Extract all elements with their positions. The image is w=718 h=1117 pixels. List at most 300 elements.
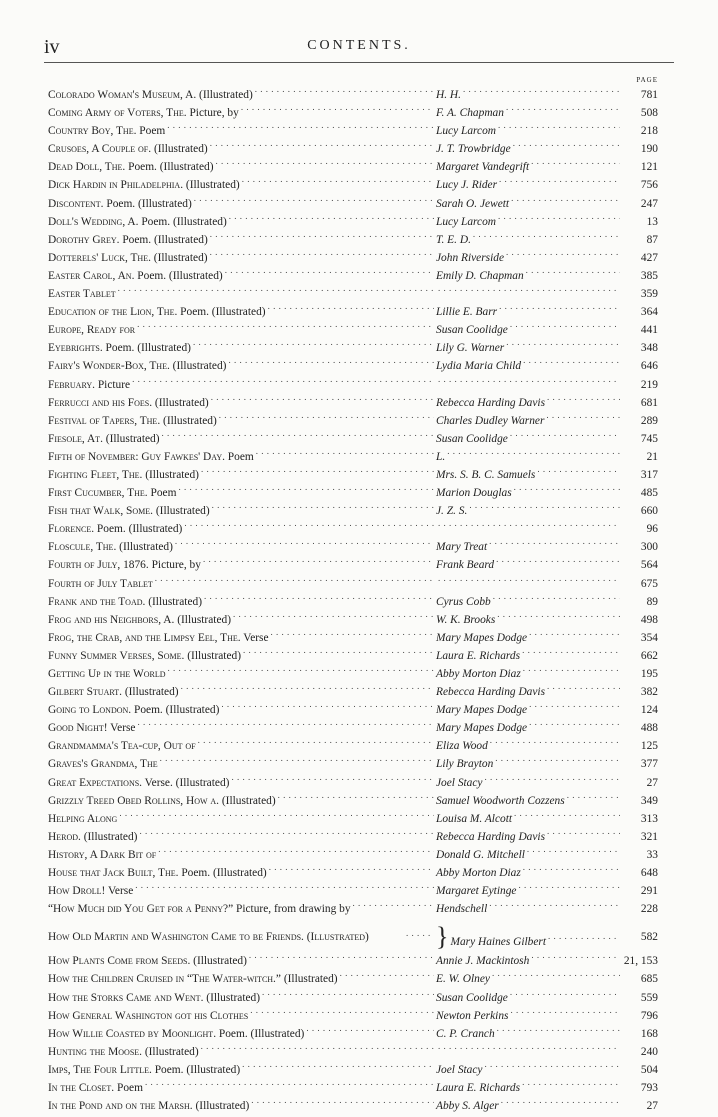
entry-author-column [436, 1081, 622, 1094]
entry-page: 240 [640, 1045, 658, 1058]
entry-note: (Illustrated) [169, 360, 227, 373]
entry-title: Getting Up in the World [48, 668, 166, 680]
brace-icon: } [436, 922, 449, 952]
entry-author-column [436, 233, 622, 246]
contents-entry [48, 1027, 658, 1045]
entry-page: 756 [640, 179, 658, 192]
entry-author-column [436, 558, 622, 571]
dot-leader [469, 504, 620, 514]
contents-entry [48, 1081, 658, 1099]
dot-leader [526, 269, 620, 279]
page-header [44, 34, 674, 58]
dot-leader [231, 776, 434, 786]
entry-title: Grizzly Treed Obed Rollins, How a. (Illustrated) [48, 794, 276, 807]
entry-page: 564 [640, 559, 658, 572]
entry-title: Dick Hardin in Philadelphia. (Illustrated) [48, 179, 240, 192]
contents-entry [48, 468, 658, 486]
dot-leader [529, 631, 620, 641]
entry-author: Marion Douglas [436, 487, 512, 500]
contents-entry [48, 631, 658, 649]
dot-leader [547, 685, 620, 695]
contents-entry [48, 757, 658, 775]
entry-author: Laura E. Richards [436, 649, 521, 662]
entry-title: Dead Doll, The. Poem. (Illustrated) [48, 161, 214, 174]
dot-leader [463, 88, 620, 98]
contents-entry [48, 323, 658, 341]
entry-author-column [436, 812, 622, 825]
dot-leader [490, 739, 620, 749]
entry-title: Discontent. Poem. (Illustrated) [48, 197, 192, 210]
entry-author-column [436, 649, 622, 662]
entry-page: 195 [640, 668, 658, 680]
entry-title: Fairy's Wonder-Box, The. (Illustrated) [48, 360, 227, 373]
entry-title: History, A Dark Bit of [48, 848, 157, 861]
contents-entry [48, 685, 658, 703]
entry-page: 488 [640, 722, 658, 735]
entry-page: 89 [646, 595, 658, 608]
dot-leader [118, 287, 434, 297]
contents-entry [48, 558, 658, 576]
contents-entry [48, 432, 658, 450]
entry-author-column [436, 124, 622, 137]
dot-leader [135, 884, 434, 894]
dot-leader [256, 450, 434, 460]
contents-entry [48, 287, 658, 305]
entry-author-column [436, 595, 622, 608]
contents-entry [48, 178, 658, 196]
entry-note: Verse [240, 631, 269, 644]
entry-author-column [436, 739, 622, 752]
entry-title: Great Expectations. Verse. (Illustrated) [48, 776, 230, 789]
dot-leader [269, 866, 434, 876]
entry-author-column [436, 432, 622, 445]
dot-leader [523, 667, 620, 677]
dot-leader [567, 794, 620, 804]
entry-author: Samuel Woodworth Cozzens [436, 794, 565, 807]
entry-page: 168 [640, 1027, 658, 1040]
entry-title: In the Closet. Poem [48, 1081, 143, 1094]
contents-entry [48, 215, 658, 233]
entry-note: Poem. (Illustrated) [134, 269, 223, 282]
entry-title: Coming Army of Voters, The. Picture, by [48, 107, 239, 120]
dot-leader [438, 378, 620, 388]
dot-leader [531, 954, 620, 964]
contents-entry [48, 341, 658, 359]
entry-author-column [436, 703, 622, 716]
contents-entry [48, 233, 658, 251]
entry-page: 121 [640, 161, 658, 174]
entry-title: Europe, Ready for [48, 324, 136, 337]
entry-author: Louisa M. Alcott [436, 812, 513, 825]
contents-entry [48, 1045, 658, 1063]
entry-author-column [436, 866, 622, 879]
dot-leader [241, 106, 434, 116]
dot-leader [506, 341, 620, 351]
dot-leader [271, 631, 434, 641]
entry-note: Poem. (Illustrated) [216, 1027, 305, 1040]
entry-title: Florence. Poem. (Illustrated) [48, 523, 183, 536]
dot-leader [438, 577, 620, 587]
entry-note: Verse [105, 885, 134, 898]
dot-leader [511, 197, 620, 207]
entry-title: Gilbert Stuart. (Illustrated) [48, 686, 179, 699]
entry-author-column [436, 486, 622, 499]
dot-leader [547, 830, 620, 840]
entry-note: (Illustrated) [196, 89, 253, 101]
entry-note: (Illustrated) [142, 1045, 199, 1058]
entry-author: E. W. Olney [436, 973, 490, 986]
dot-leader [506, 251, 620, 261]
dot-leader [155, 577, 434, 587]
dot-leader [546, 414, 620, 424]
entry-author: F. A. Chapman [436, 107, 504, 120]
entry-note: (Illustrated) [303, 931, 369, 944]
entry-author-column [436, 1027, 622, 1040]
entry-title: Graves's Grandma, The [48, 758, 158, 771]
entry-note: Poem [147, 487, 177, 500]
entry-author: Lily G. Warner [436, 342, 505, 355]
entry-author-column [436, 794, 622, 807]
entry-note: (Illustrated) [153, 505, 210, 518]
entry-title: Ferrucci and his Foes. (Illustrated) [48, 396, 209, 409]
contents-entry [48, 920, 658, 954]
entry-title: How General Washington got his Clothes [48, 1009, 249, 1022]
entry-author: Lucy Larcom [436, 125, 497, 138]
dot-leader [492, 972, 620, 982]
contents-entry [48, 649, 658, 667]
entry-page: 796 [640, 1009, 658, 1022]
dot-leader [137, 323, 434, 333]
contents-entry [48, 504, 658, 522]
entry-author-column [436, 613, 622, 626]
entry-page: 662 [640, 649, 658, 662]
contents-entry [48, 1009, 658, 1027]
entry-author: Annie J. Mackintosh [436, 955, 530, 968]
entry-author-column [436, 359, 622, 372]
dot-leader [485, 776, 621, 786]
entry-author: Sarah O. Jewett [436, 197, 510, 210]
dot-leader [249, 954, 434, 964]
entry-page: 219 [640, 378, 658, 391]
entry-author-column [436, 757, 622, 770]
entry-page: 382 [640, 686, 658, 699]
dot-leader [513, 142, 620, 152]
entry-author-column [436, 721, 622, 734]
entry-page: 508 [640, 107, 658, 120]
entry-author-column [436, 287, 622, 297]
entry-author-column [436, 504, 622, 517]
dot-leader [201, 1045, 434, 1055]
entry-title: Fourth of July, 1876. Picture, by [48, 559, 201, 572]
entry-title: Easter Tablet [48, 288, 116, 301]
entry-page: 745 [640, 432, 658, 445]
entry-author: Lillie E. Barr [436, 306, 498, 319]
entry-author: J. T. Trowbridge [436, 143, 511, 156]
entry-author-column [436, 396, 622, 409]
dot-leader [353, 902, 434, 912]
dot-leader [229, 215, 434, 225]
entry-page: 348 [640, 342, 658, 355]
entry-author: Mary Mapes Dodge [436, 722, 528, 735]
entry-title: Grandmamma's Tea-cup, Out of [48, 740, 196, 753]
dot-leader [250, 1009, 434, 1019]
dot-leader [242, 178, 434, 188]
contents-entry [48, 1063, 658, 1081]
entry-author: Rebecca Harding Davis [436, 686, 546, 699]
dot-leader [262, 991, 434, 1001]
entry-author-column [436, 884, 622, 897]
entry-author-column [436, 1009, 622, 1022]
dot-leader [510, 323, 620, 333]
dot-leader [531, 160, 620, 170]
entry-note: (Illustrated) [192, 1100, 250, 1113]
entry-author-column [436, 88, 622, 101]
entry-title: How Willie Coasted by Moonlight. Poem. (Illustrated) [48, 1027, 305, 1040]
entry-author-column [436, 378, 622, 388]
entry-title: Hunting the Moose. (Illustrated) [48, 1045, 199, 1058]
page-column-label: PAGE [636, 76, 658, 84]
entry-title: Easter Carol, An. Poem. (Illustrated) [48, 269, 223, 282]
contents-entry [48, 794, 658, 812]
entry-author-column [436, 1099, 622, 1112]
entry-author: Emily D. Chapman [436, 269, 524, 282]
entry-page: 781 [640, 89, 658, 101]
dot-leader [203, 558, 434, 568]
entry-title: Going to London. Poem. (Illustrated) [48, 704, 220, 717]
contents-entry [48, 359, 658, 377]
entry-author: Margaret Vandegrift [436, 161, 530, 174]
dot-leader [489, 902, 620, 912]
dot-leader [498, 124, 620, 134]
dot-leader [198, 739, 434, 749]
contents-list [48, 88, 658, 1117]
entry-title: “How Much did You Get for a Penny?” Picture, from drawing by [48, 903, 351, 916]
entry-author: Mary Treat [436, 541, 488, 554]
contents-entry [48, 812, 658, 830]
contents-entry [48, 124, 658, 142]
entry-author: Charles Dudley Warner [436, 414, 545, 427]
dot-leader [158, 848, 434, 858]
entry-title: Good Night! Verse [48, 722, 136, 735]
entry-author: Mrs. S. B. C. Samuels [436, 468, 536, 481]
dot-leader [212, 504, 434, 514]
dot-leader [210, 251, 434, 261]
entry-note: Picture, by [148, 559, 201, 572]
entry-note: Poem. (Illustrated) [102, 342, 191, 355]
dot-leader [523, 866, 620, 876]
entry-title: House that Jack Built, The. Poem. (Illustrated) [48, 867, 267, 880]
entry-title: February. Picture [48, 378, 131, 391]
entry-title: Frog and his Neighbors, A. (Illustrated) [48, 613, 231, 626]
dot-leader [523, 359, 620, 369]
entry-page: 190 [640, 143, 658, 156]
entry-author-column [436, 685, 622, 698]
contents-entry [48, 776, 658, 794]
entry-note: (Illustrated) [102, 432, 160, 445]
entry-page: 125 [640, 740, 658, 753]
dot-leader [145, 1081, 434, 1091]
entry-author-column [436, 954, 622, 967]
entry-author-column [436, 902, 622, 915]
contents-entry [48, 595, 658, 613]
entry-title: Funny Summer Verses, Some. (Illustrated) [48, 649, 242, 662]
dot-leader [406, 932, 434, 942]
entry-page: 685 [640, 973, 658, 986]
dot-leader [514, 812, 620, 822]
dot-leader [495, 757, 620, 767]
entry-note: (Illustrated) [80, 830, 138, 843]
entry-title: Fourth of July Tablet [48, 577, 153, 590]
entry-author: Lucy Larcom [436, 215, 497, 228]
contents-entry [48, 197, 658, 215]
dot-leader [193, 341, 434, 351]
dot-leader [510, 432, 620, 442]
entry-author: Lily Brayton [436, 758, 494, 771]
entry-author-column [436, 251, 622, 264]
entry-author-column [436, 991, 622, 1004]
entry-page: 218 [640, 125, 658, 138]
entry-page: 377 [640, 758, 658, 771]
dot-leader [243, 649, 434, 659]
entry-title: Fiesole, At. (Illustrated) [48, 432, 160, 445]
entry-title: How the Children Cruised in “The Water-witch.” (Illustrated) [48, 973, 338, 986]
entry-title: Fifth of November: Guy Fawkes' Day. Poem [48, 450, 254, 463]
entry-note: Poem [224, 450, 254, 463]
entry-title: Imps, The Four Little. Poem. (Illustrated) [48, 1063, 241, 1076]
dot-leader [168, 667, 435, 677]
entry-author: John Riverside [436, 251, 505, 264]
page-number: iv [44, 36, 60, 58]
dot-leader [499, 178, 620, 188]
entry-author-column [436, 1045, 622, 1055]
entry-author-column [436, 924, 622, 950]
entry-note: Poem. (Illustrated) [125, 161, 214, 174]
contents-entry [48, 721, 658, 739]
contents-entry [48, 703, 658, 721]
entry-page: 247 [640, 197, 658, 210]
entry-note: Poem. (Illustrated) [119, 233, 208, 246]
entry-page: 559 [640, 991, 658, 1004]
contents-entry [48, 251, 658, 269]
contents-entry [48, 884, 658, 902]
dot-leader [510, 991, 620, 1001]
contents-entry [48, 486, 658, 504]
entry-page: 354 [640, 631, 658, 644]
dot-leader [306, 1027, 434, 1037]
entry-note: Poem. (Illustrated) [94, 523, 183, 536]
entry-page: 27 [646, 1100, 658, 1113]
entry-page: 793 [640, 1081, 658, 1094]
entry-author: Cyrus Cobb [436, 595, 491, 608]
entry-page: 13 [646, 215, 658, 228]
entry-author-column [436, 142, 622, 155]
entry-page: 21 [646, 450, 658, 463]
dot-leader [167, 124, 434, 134]
entry-author-column [436, 830, 622, 843]
dot-leader [438, 287, 620, 297]
dot-leader [160, 757, 434, 767]
entry-title: How Old Martin and Washington Came to be Friends. (Illustrated) [48, 931, 369, 944]
contents-entry [48, 848, 658, 866]
entry-note: Poem [114, 1081, 143, 1094]
entry-title: How Plants Come from Seeds. (Illustrated) [48, 955, 247, 968]
entry-author: Joel Stacy [436, 1063, 483, 1076]
entry-author: Rebecca Harding Davis [436, 396, 546, 409]
entry-author: Laura E. Richards [436, 1081, 521, 1094]
entry-title: Festival of Tapers, The. (Illustrated) [48, 414, 217, 427]
entry-author: Joel Stacy [436, 776, 483, 789]
dot-leader [210, 142, 434, 152]
dot-leader [514, 486, 620, 496]
entry-note: (Illustrated) [190, 955, 247, 968]
contents-entry [48, 902, 658, 920]
page-title: CONTENTS. [307, 38, 411, 53]
entry-author-column [436, 577, 622, 587]
entry-title: Fighting Fleet, The. (Illustrated) [48, 468, 199, 481]
contents-entry [48, 866, 658, 884]
dot-leader [473, 233, 620, 243]
entry-page: 427 [640, 251, 658, 264]
entry-note: (Illustrated) [280, 973, 338, 986]
entry-note: (Illustrated) [174, 613, 231, 626]
dot-leader [211, 396, 434, 406]
entry-note: (Illustrated) [203, 991, 261, 1004]
entry-author: Margaret Eytinge [436, 885, 517, 898]
entry-note: Picture [94, 378, 131, 391]
entry-title: Country Boy, The. Poem [48, 125, 166, 138]
entry-note: (Illustrated) [184, 649, 242, 662]
contents-entry [48, 450, 658, 468]
dot-leader [438, 1045, 620, 1055]
entry-page: 300 [640, 541, 658, 554]
dot-leader [527, 848, 620, 858]
entry-title: Dotterels' Luck, The. (Illustrated) [48, 251, 208, 264]
dot-leader [201, 468, 434, 478]
entry-page: 441 [640, 324, 658, 337]
dot-leader [175, 540, 434, 550]
entry-note: (Illustrated) [219, 794, 276, 807]
entry-note: Poem. (Illustrated) [138, 215, 227, 228]
entry-author-column [436, 305, 622, 318]
entry-note: Poem [136, 125, 166, 138]
entry-page: 321 [640, 830, 658, 843]
entry-note: Verse. (Illustrated) [142, 776, 230, 789]
entry-author-column [436, 450, 622, 463]
dot-leader [225, 269, 434, 279]
dot-leader [447, 450, 620, 460]
dot-leader [537, 468, 620, 478]
entry-author: Frank Beard [436, 559, 495, 572]
entry-author-column [436, 972, 622, 985]
entry-author-column [436, 631, 622, 644]
entry-page: 124 [640, 704, 658, 717]
contents-entry [48, 540, 658, 558]
dot-leader [529, 721, 620, 731]
entry-note: Verse [107, 722, 136, 735]
entry-title: Doll's Wedding, A. Poem. (Illustrated) [48, 215, 227, 228]
entry-author: Rebecca Harding Davis [436, 830, 546, 843]
entry-note: Poem. (Illustrated) [131, 704, 220, 717]
entry-author: Hendschell [436, 903, 488, 916]
entry-note: Poem. (Illustrated) [151, 1063, 241, 1076]
entry-note: Poem. (Illustrated) [177, 306, 266, 319]
entry-author: H. H. [436, 89, 461, 101]
entry-author: Mary Mapes Dodge [436, 704, 528, 717]
dot-leader [119, 812, 434, 822]
contents-entry [48, 739, 658, 757]
dot-leader [184, 522, 434, 532]
entry-page: 675 [640, 577, 658, 590]
